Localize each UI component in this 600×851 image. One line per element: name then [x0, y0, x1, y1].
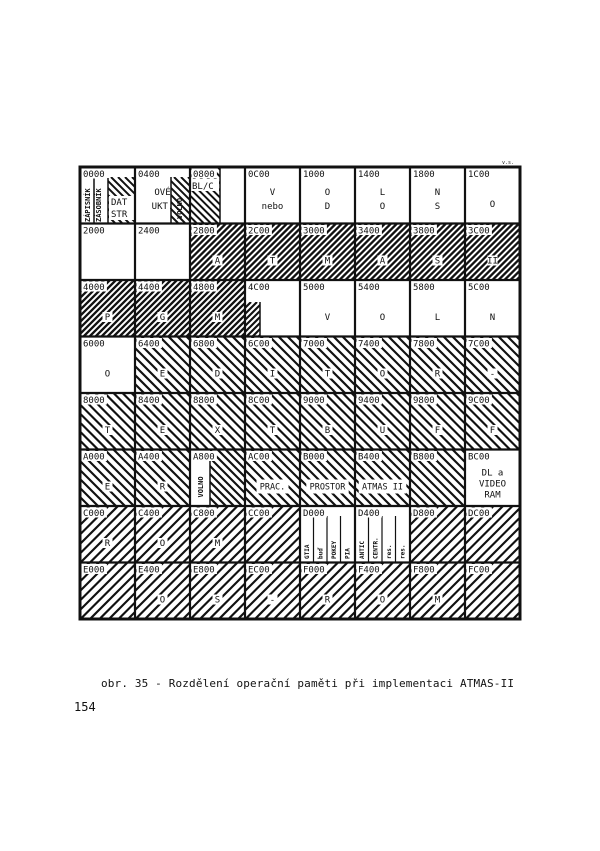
cell-2c00-label-0: T [269, 256, 276, 267]
d000-sub-1: buď [317, 548, 325, 559]
cell-5c00-address: 5C00 [468, 283, 490, 293]
cell-e800-address: E800 [193, 565, 215, 576]
cell-ec00-label-0: - [269, 595, 276, 606]
cell-0400-label-0: OVÉ [154, 188, 171, 198]
cell-8000-address: 8000 [83, 396, 105, 406]
str-label: STR [111, 210, 128, 220]
cell-7400-label-0: O [379, 369, 386, 380]
cell-3800-address: 3800 [413, 226, 435, 237]
cell-fc00-address: FC00 [468, 565, 490, 576]
cell-8400-label-0: E [159, 426, 166, 436]
cell-8c00-address: 8C00 [248, 396, 270, 406]
cell-6c00-label-0: I [269, 369, 276, 380]
cell-e800-label-0: S [214, 595, 221, 606]
cell-0c00-address: 0C00 [248, 170, 270, 180]
cell-1800-label-0: N [434, 188, 441, 198]
cell-4800-label-0: M [214, 313, 221, 323]
cell-d000-address: D000 [303, 509, 325, 519]
cell-3000-address: 3000 [303, 226, 325, 237]
cell-0c00-label-0: V [269, 188, 276, 198]
cell-c800-address: C800 [193, 509, 215, 519]
cell-c000-label-0: R [104, 539, 111, 549]
cell-1400-label-0: L [379, 188, 386, 198]
cell-dc00-address: DC00 [468, 509, 490, 519]
cell-2c00-address: 2C00 [248, 226, 270, 237]
cell-e400-address: E400 [138, 565, 160, 576]
d400-sub-1: CENTR. [372, 537, 380, 559]
cell-f800-address: F800 [413, 565, 435, 576]
cell-e400-label-0: O [159, 595, 166, 606]
cell-0000-address: 0000 [83, 170, 105, 180]
cell-1800-address: 1800 [413, 170, 435, 180]
cell-3400-address: 3400 [358, 226, 380, 237]
cell-c800-label-0: M [214, 539, 221, 549]
cell-2000-address: 2000 [83, 226, 105, 237]
cell-7000-label-0: T [324, 369, 331, 380]
cell-0400-label-1: UKT. [151, 202, 174, 212]
cell-4400-label-0: G [159, 313, 166, 323]
cell-6400-label-0: E [159, 369, 166, 380]
cell-2800-address: 2800 [193, 226, 215, 237]
cell-1800-label-1: S [434, 202, 441, 212]
figure-mark: v.s. [502, 160, 515, 166]
cell-a000-address: A000 [83, 452, 105, 463]
cell-9800-label-0: F [434, 426, 441, 436]
cell-9c00-label-0: F [489, 426, 496, 436]
cell-3000-label-0: M [324, 256, 331, 267]
cell-1000-address: 1000 [303, 170, 325, 180]
cell-4400-address: 4400 [138, 283, 160, 293]
cell-0c00-label-1: nebo [261, 202, 284, 212]
cell-e000-address: E000 [83, 565, 105, 576]
cell-bc00-label-1: VIDEO [478, 479, 507, 490]
cell-f400-address: F400 [358, 565, 380, 576]
volno-label: VOLNO [197, 476, 205, 498]
cell-3c00-address: 3C00 [468, 226, 490, 237]
d000-sub-3: PIA [344, 548, 352, 559]
cell-8400-address: 8400 [138, 396, 160, 406]
cell-3c00-label-0: II [487, 256, 498, 267]
cell-ec00-address: EC00 [248, 565, 270, 576]
cell-9000-label-0: B [324, 426, 331, 436]
cell-9000-address: 9000 [303, 396, 325, 406]
cell-5c00-label-0: N [489, 313, 496, 323]
cell-d800-address: D800 [413, 509, 435, 519]
zapisnik-label: ZÁPISNÍK [84, 188, 92, 222]
cell-4800-address: 4800 [193, 283, 215, 293]
cell-6000-label-0: O [104, 369, 111, 380]
cell-ac00-address: AC00 [248, 452, 270, 463]
cell-7c00-address: 7C00 [468, 339, 490, 350]
volno-label: VOLNO [176, 197, 184, 219]
cell-6800-label-0: D [214, 369, 221, 380]
cell-1c00-address: 1C00 [468, 170, 490, 180]
cell-9400-address: 9400 [358, 396, 380, 406]
cell-a400-label-0: R [159, 482, 166, 493]
cell-a800-address: A800 [193, 452, 215, 463]
cell-b000-address: B000 [303, 452, 325, 463]
cell-cc00-address: CC00 [248, 509, 270, 519]
cell-ac00-label-0: PRAC. [259, 482, 286, 493]
cell-4000-address: 4000 [83, 283, 105, 293]
cell-0800-label-0: BL/C [192, 182, 214, 192]
d000-sub-0: GTIA [304, 544, 311, 559]
cell-4000-label-0: P [104, 313, 111, 323]
zasobnik-label: ZÁSOBNÍK [95, 188, 103, 222]
cell-2400-address: 2400 [138, 226, 160, 237]
cell-6c00-address: 6C00 [248, 339, 270, 350]
cell-5800-label-0: L [434, 313, 441, 323]
cell-6400-address: 6400 [138, 339, 160, 350]
cell-0400-address: 0400 [138, 170, 160, 180]
cell-bc00-address: BC00 [468, 452, 490, 463]
cell-7000-address: 7000 [303, 339, 325, 350]
cell-0800-address: 0800 [193, 170, 215, 180]
cell-5000-label-0: V [324, 313, 331, 323]
d400-sub-3: res. [399, 544, 407, 559]
cell-6000-address: 6000 [83, 339, 105, 350]
cell-5000-address: 5000 [303, 283, 325, 293]
cell-5400-address: 5400 [358, 283, 380, 293]
cell-7c00-label-0: - [489, 369, 496, 380]
cell-2800-label-0: A [214, 256, 221, 267]
figure-caption: obr. 35 - Rozdělení operační paměti při implementaci ATMAS-II [101, 677, 515, 690]
dat-label: DAT [111, 198, 128, 208]
cell-f800-label-0: M [434, 595, 441, 606]
cell-c000-address: C000 [83, 509, 105, 519]
cell-c400-address: C400 [138, 509, 160, 519]
cell-9c00-address: 9C00 [468, 396, 490, 406]
cell-5800-address: 5800 [413, 283, 435, 293]
page-number: 154 [74, 700, 96, 714]
cell-b400-label-0: ATMAS II [362, 482, 403, 493]
cell-a000-label-0: E [104, 482, 111, 493]
cell-bc00-label-2: RAM [484, 490, 501, 501]
cell-8800-label-0: X [214, 426, 221, 436]
cell-1400-label-1: O [379, 202, 386, 212]
cell-1c00-label-0: O [489, 200, 496, 210]
cell-3800-label-0: S [434, 256, 441, 267]
cell-4c00-address: 4C00 [248, 283, 270, 293]
cell-1000-label-1: D [324, 202, 331, 212]
cell-b400-address: B400 [358, 452, 380, 463]
cell-8000-label-0: T [104, 426, 111, 436]
cell-1400-address: 1400 [358, 170, 380, 180]
cell-6800-address: 6800 [193, 339, 215, 350]
cell-3400-label-0: A [379, 256, 386, 267]
cell-f000-label-0: R [324, 595, 331, 606]
cell-d400-address: D400 [358, 509, 380, 519]
cell-7400-address: 7400 [358, 339, 380, 350]
cell-7800-address: 7800 [413, 339, 435, 350]
cell-1000-label-0: O [324, 188, 331, 198]
cell-f400-label-0: O [379, 595, 386, 606]
d400-sub-0: ANTIC [359, 540, 366, 559]
cell-9400-label-0: U [379, 426, 386, 436]
cell-8c00-label-0: T [269, 426, 276, 436]
d000-sub-2: POKEY [331, 540, 338, 559]
cell-9800-address: 9800 [413, 396, 435, 406]
cell-b800-address: B800 [413, 452, 435, 463]
cell-bc00-label-0: DL a [481, 468, 504, 479]
cell-f000-address: F000 [303, 565, 325, 576]
cell-8800-address: 8800 [193, 396, 215, 406]
cell-a400-address: A400 [138, 452, 160, 463]
cell-5400-label-0: O [379, 313, 386, 323]
d400-sub-2: res. [386, 544, 393, 559]
cell-b000-label-0: PROSTOR [309, 482, 346, 493]
cell-c400-label-0: O [159, 539, 166, 549]
cell-7800-label-0: R [434, 369, 441, 380]
